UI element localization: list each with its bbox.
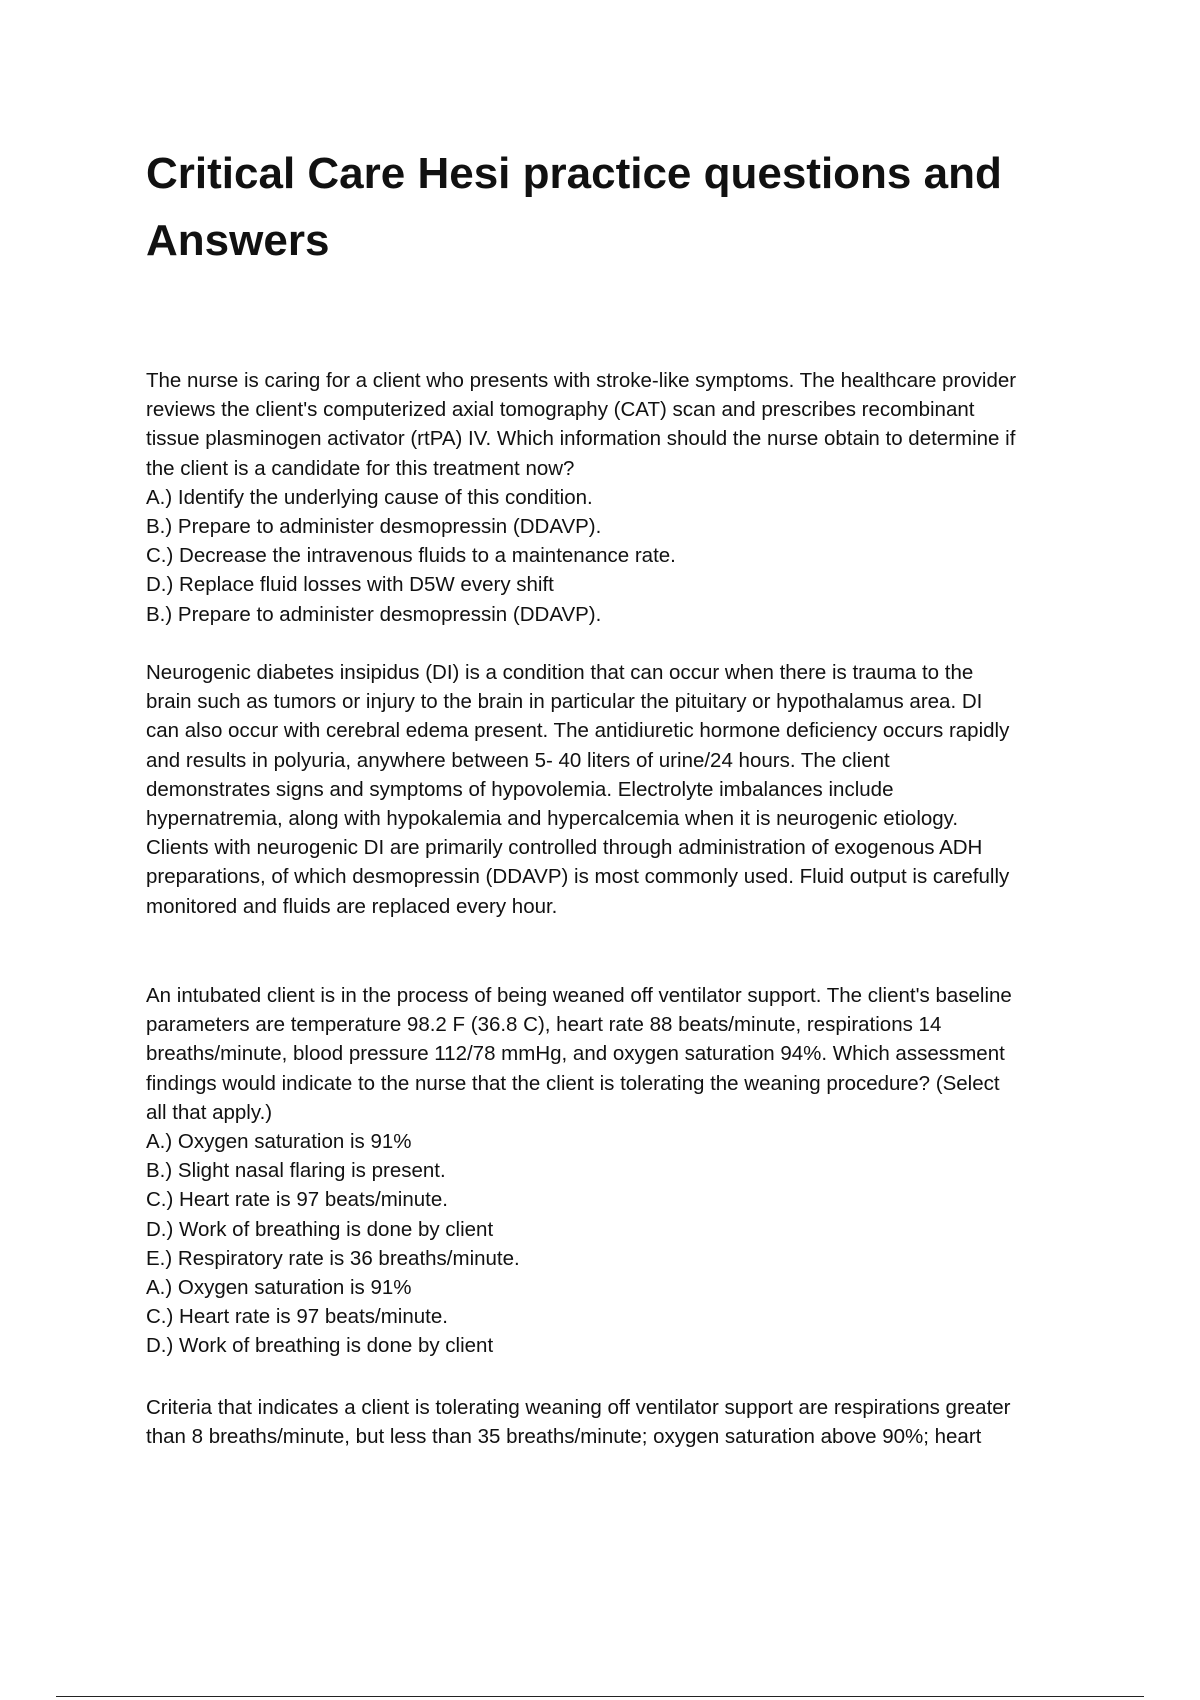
rationale-line: than 8 breaths/minute, but less than 35 breaths/minute; oxygen saturation above 90%; heart [146, 1425, 982, 1449]
question-1-stem-line: The nurse is caring for a client who presents with stroke-like symptoms. The healthcare provider [146, 369, 1017, 392]
rationale-line: Criteria that indicates a client is tolerating weaning off ventilator support are respirations greater [146, 1396, 1011, 1419]
question-1-stem-line: the client is a candidate for this treatment now? [146, 456, 575, 480]
question-1-stem-line: reviews the client's computerized axial tomography (CAT) scan and prescribes recombinant [146, 398, 975, 422]
question-1-rationale [146, 658, 1106, 921]
rationale-line: Clients with neurogenic DI are primarily controlled through administration of exogenous ADH [146, 836, 983, 860]
title-line: Critical Care Hesi practice questions and [146, 149, 1002, 198]
question-1-stem-line: tissue plasminogen activator (rtPA) IV. Which information should the nurse obtain to determine if [146, 427, 1016, 451]
question-2-stem-line: breaths/minute, blood pressure 112/78 mmHg, and oxygen saturation 94%. Which assessment [146, 1042, 1005, 1066]
rationale-line: brain such as tumors or injury to the brain in particular the pituitary or hypothalamus area. DI [146, 690, 983, 714]
question-2 [146, 981, 1106, 1361]
question-1-option-b: B.) Prepare to administer desmopressin (DDAVP). [146, 515, 602, 539]
question-1-option-c: C.) Decrease the intravenous fluids to a maintenance rate. [146, 544, 676, 568]
question-2-option-e: E.) Respiratory rate is 36 breaths/minute. [146, 1246, 520, 1270]
page-bottom-divider [56, 1696, 1144, 1697]
rationale-line: Neurogenic diabetes insipidus (DI) is a condition that can occur when there is trauma to the [146, 661, 974, 684]
question-2-stem-line: parameters are temperature 98.2 F (36.8 C), heart rate 88 beats/minute, respirations 14 [146, 1013, 942, 1037]
question-2-option-d: D.) Work of breathing is done by client [146, 1217, 494, 1241]
title-line: Answers [146, 216, 330, 265]
rationale-line: hypernatremia, along with hypokalemia and hypercalcemia when it is neurogenic etiology. [146, 807, 959, 831]
question-2-answer: D.) Work of breathing is done by client [146, 1334, 494, 1358]
question-2-rationale [146, 1393, 1106, 1451]
question-2-option-a: A.) Oxygen saturation is 91% [146, 1130, 412, 1154]
question-2-option-b: B.) Slight nasal flaring is present. [146, 1159, 446, 1183]
question-2-stem-line: all that apply.) [146, 1100, 273, 1124]
question-2-option-c: C.) Heart rate is 97 beats/minute. [146, 1188, 448, 1212]
question-2-stem-line: An intubated client is in the process of being weaned off ventilator support. The client's baseline [146, 984, 1012, 1007]
question-1-option-a: A.) Identify the underlying cause of this condition. [146, 485, 593, 509]
rationale-line: and results in polyuria, anywhere between 5- 40 liters of urine/24 hours. The client [146, 748, 890, 772]
rationale-line: can also occur with cerebral edema present. The antidiuretic hormone deficiency occurs rapidly [146, 719, 1010, 743]
question-2-answer: C.) Heart rate is 97 beats/minute. [146, 1305, 448, 1329]
rationale-line: monitored and fluids are replaced every hour. [146, 894, 558, 918]
question-1-answer: B.) Prepare to administer desmopressin (DDAVP). [146, 602, 602, 626]
page-title [146, 140, 1106, 274]
question-1 [146, 366, 1106, 629]
rationale-line: demonstrates signs and symptoms of hypovolemia. Electrolyte imbalances include [146, 777, 894, 801]
question-2-answer: A.) Oxygen saturation is 91% [146, 1276, 412, 1300]
rationale-line: preparations, of which desmopressin (DDAVP) is most commonly used. Fluid output is carefully [146, 865, 1010, 889]
question-2-stem-line: findings would indicate to the nurse that the client is tolerating the weaning procedure? (Select [146, 1071, 1000, 1095]
question-1-option-d: D.) Replace fluid losses with D5W every shift [146, 573, 554, 597]
